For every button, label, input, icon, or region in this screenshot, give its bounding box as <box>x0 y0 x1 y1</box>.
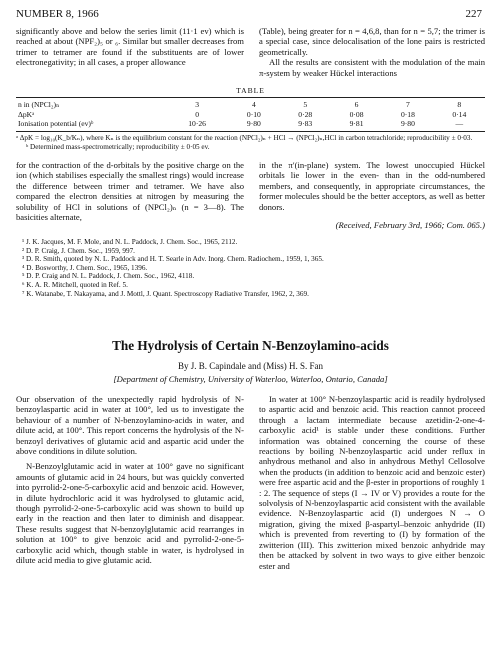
table-cell: 0·08 <box>349 109 364 119</box>
row-label: n in (NPCl₂)ₙ <box>18 100 60 109</box>
page-number: 227 <box>465 8 482 20</box>
table-footnotes <box>16 134 485 151</box>
paragraph: N-Benzoylglutamic acid in water at 100° gave no significant amounts of glutamic acid in 24 hours, but was quickly converted into pyrrolid-2-one-5-carboxylic acid and benzoic acid. However, in dilute hydrochloric acid it was hydrolysed to glutamic acid, though pyrrolid-2-one-5-carboxylic acid was shown to build up early in the reaction and then later to diminish and disappear. These results suggest that N-benzoylglutamic acid rearranges in solution at 100° to give benzoic acid and pyrrolid-2-one-5-carboxylic acid which, though stable in water, is hydrolysed in dilute acid media to give glutamic acid. <box>16 461 244 566</box>
paragraph: Our observation of the unexpectedly rapid hydrolysis of N-benzoylaspartic acid in water at 100°, led us to investigate the behaviour of a number of N-benzoylamino-acids in water, and dilute acid, at 100°. This report concerns the hydrolysis of the N-benzoyl derivatives of glutamic acid and aspartic acid under the above conditions in dilute solution. <box>16 394 244 457</box>
row-label: Ionisation potential (ev)ᵇ <box>18 119 94 129</box>
table-rule-top <box>16 97 485 98</box>
references <box>22 238 485 298</box>
paragraph: All the results are consistent with the modulation of the main π-system by weaker Hückel interactions <box>259 57 485 78</box>
reference-item: ⁴ D. Bosworthy, J. Chem. Soc., 1965, 1396. <box>22 263 148 272</box>
table-cell: 4 <box>251 100 256 109</box>
table-cell: 7 <box>406 100 410 109</box>
reference-item: ² D. P. Craig, J. Chem. Soc., 1959, 997. <box>22 246 135 255</box>
article-right-column <box>259 394 485 571</box>
table-cell: — <box>455 119 464 129</box>
reference-item: ¹ J. K. Jacques, M. F. Mole, and N. L. Paddock, J. Chem. Soc., 1965, 2112. <box>22 238 238 246</box>
table-row <box>16 119 485 129</box>
paragraph: (Table), being greater for n = 4,6,8, than for n = 5,7; the trimer is a special case, since delocalisation of the lone pairs is restricted geometrically. <box>259 26 485 57</box>
table-rule-bottom <box>16 131 485 132</box>
article-title: The Hydrolysis of Certain N-Benzoylamino-acids <box>112 338 389 353</box>
reference-item: ⁷ K. Watanabe, T. Nakayama, and J. Mottl, J. Quant. Spectroscopy Radiative Transfer, 1962, 2, 369. <box>22 289 309 298</box>
right-column-top <box>259 26 485 78</box>
table-cell: 9·81 <box>349 119 364 129</box>
received-note: (Received, February 3rd, 1966; Com. 065.) <box>335 220 485 231</box>
table-cell: 0·28 <box>298 109 313 119</box>
table-cell: 6 <box>354 100 359 109</box>
footnote-b: ᵇ Determined mass-spectrometrically; reproducibility ± 0·05 ev. <box>26 142 210 151</box>
table-row <box>16 100 485 110</box>
reference-item: ⁶ K. A. R. Mitchell, quoted in Ref. 5. <box>22 280 128 289</box>
left-column-top <box>16 26 244 68</box>
table-cell: 5 <box>303 100 308 109</box>
table-cell: 0·14 <box>452 109 467 119</box>
paragraph: In water at 100° N-benzoylaspartic acid is readily hydrolysed to aspartic acid and benzoic acid. This reaction cannot proceed through a lactam intermediate because azetidin-2-one-4-carboxylic acid¹ is stable under these conditions. Further information was obtained concerning the course of these reactions by boiling N-benzoylaspartic acid under reflux in anhydrous methanol and also in anhydrous Methyl Cellosolve when the products (in addition to benzoic acid and benzoic ester) were free aspartic acid and the β-ester in proportions of roughly 1 : 2. The sequence of steps (I → IV or V) provides a route for the solvolysis of N-benzoylaspartic acid consistent with the available evidence. N-Benzoylaspartic acid (I) undergoes N → O migration, giving the mixed β-aspartyl–benzoic anhydride (II) which is prevented from reverting to (I) by formation of the zwitterion (III). This zwitterion mixed benzoic anhydride may then be attacked by solvent in two ways to give either benzoic ester and <box>259 394 485 571</box>
table-cell: 0·18 <box>400 109 415 119</box>
article-authors: By J. B. Capindale and (Miss) H. S. Fan <box>178 361 323 371</box>
table-title: TABLE <box>236 86 265 95</box>
table-cell: 9·83 <box>298 119 313 129</box>
table-cell: 8 <box>457 100 462 109</box>
table-cell: 9·80 <box>400 119 415 129</box>
reference-item: ⁵ D. P. Craig and N. L. Paddock, J. Chem. Soc., 1962, 4118. <box>22 272 195 281</box>
issue-date: NUMBER 8, 1966 <box>16 8 99 20</box>
reference-item: ³ D. R. Smith, quoted by N. L. Paddock and H. T. Searle in Adv. Inorg. Chem. Radiochem., 1959, 1, 365. <box>22 255 324 264</box>
table-cell: 3 <box>195 100 199 109</box>
article-left-column <box>16 394 244 566</box>
data-table <box>16 100 485 129</box>
table-row <box>16 110 485 120</box>
left-column-mid <box>16 160 244 222</box>
footnote-a: ᵃ ΔpK = log₁₀(K_b/Kₙ), where Kₙ is the equilibrium constant for the reaction (NPCl₂)ₙ + HCl → (NPCl₂)ₙ,HCl in carbon tetrachloride; reproducibility ± 0·03. <box>16 134 473 142</box>
paragraph: significantly above and below the series limit (11·1 ev) which is reached at about (NPF₂)₅ or ₆. Similar but smaller decreases from trimer to tetramer are found if the substituents are of lower electronegativity; in all cases, a proper allowance <box>16 26 244 68</box>
table-cell: 10·26 <box>188 119 206 129</box>
table-cell: 0·10 <box>246 109 261 119</box>
right-column-mid <box>259 160 485 230</box>
table-cell: 0 <box>195 109 199 119</box>
row-label: ΔpKᵃ <box>18 109 35 119</box>
table-cell: 9·80 <box>246 119 261 129</box>
paragraph: for the contraction of the d-orbitals by the positive charge on the ion (which stabilises especially the smallest rings) would increase the difference between trimer and tetramer. We have also compared the electron densities at nitrogen by measuring the solubility of HCl in solutions of (NPCl₂)ₙ (n = 3—8). The basicities alternate, <box>16 160 244 223</box>
paragraph: in the π′(in-plane) system. The lowest unoccupied Hückel orbitals lie lower in the even- than in the odd-numbered members, and consequently, in appropriate circumstances, the former molecules should be the better acceptors, as well as better donors. <box>259 160 485 212</box>
article-affiliation: [Department of Chemistry, University of Waterloo, Waterloo, Ontario, Canada] <box>113 374 388 384</box>
